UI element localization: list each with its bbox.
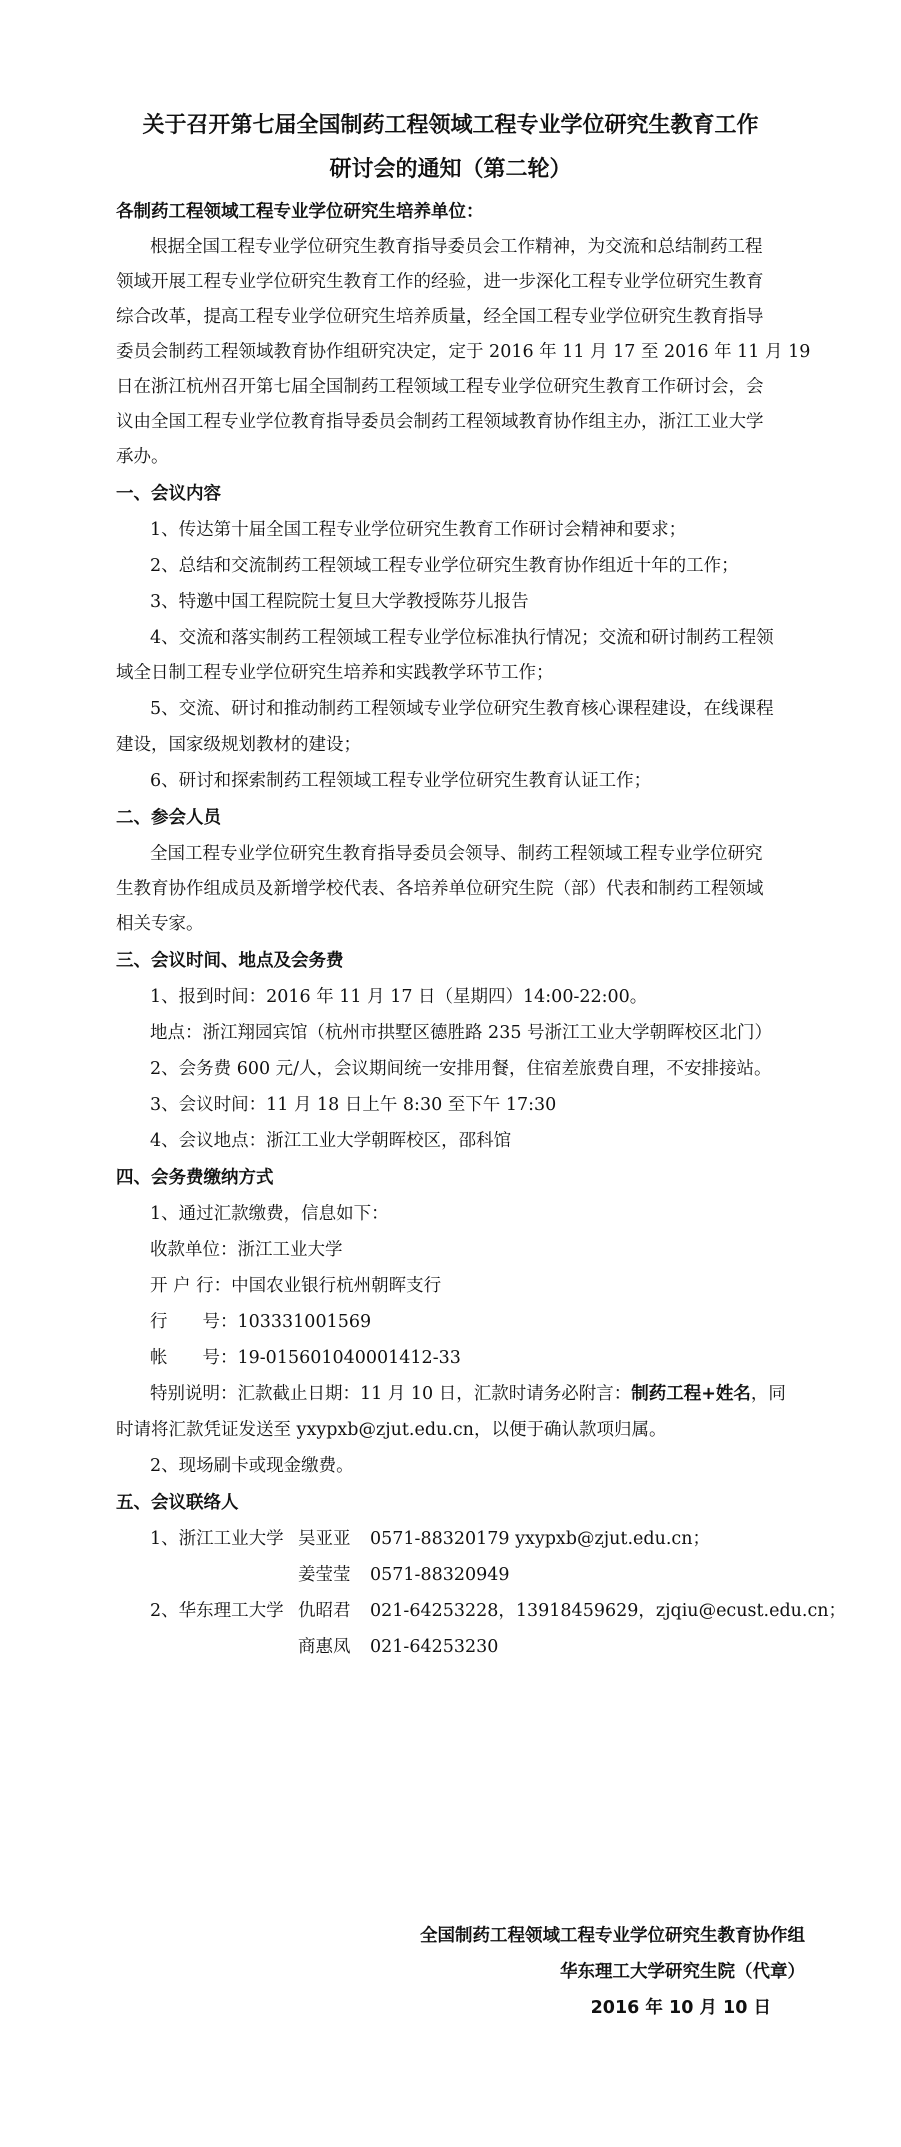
content-item: 2、总结和交流制药工程领域工程专业学位研究生教育协作组近十年的工作； (150, 556, 739, 576)
time-place-item: 地点：浙江翔园宾馆（杭州市拱墅区德胜路 235 号浙江工业大学朝晖校区北门） (150, 1023, 773, 1043)
intro-line: 根据全国工程专业学位研究生教育指导委员会工作精神，为交流和总结制药工程 (150, 237, 763, 257)
attendees-line: 生教育协作组成员及新增学校代表、各培养单位研究生院（部）代表和制药工程领域 (116, 879, 764, 899)
content-item: 6、研讨和探索制药工程领域工程专业学位研究生教育认证工作； (150, 771, 652, 791)
title-line-1: 关于召开第七届全国制药工程领域工程专业学位研究生教育工作 (142, 113, 759, 138)
attendees-line: 全国工程专业学位研究生教育指导委员会领导、制药工程领域工程专业学位研究 (150, 844, 763, 864)
contact-name: 商惠凤 (298, 1637, 351, 1657)
payment-note-line-2: 时请将汇款凭证发送至 yxypxb@zjut.edu.cn，以便于确认款项归属。 (116, 1420, 667, 1440)
contact-row (150, 1633, 806, 1658)
intro-line: 委员会制药工程领域教育协作组研究决定，定于 2016 年 11 月 17 至 2016 年 11 月 19 (116, 342, 811, 362)
intro-line: 议由全国工程专业学位教育指导委员会制药工程领域教育协作组主办，浙江工业大学 (116, 412, 764, 432)
contact-row (150, 1525, 806, 1550)
payment-item: 2、现场刷卡或现金缴费。 (150, 1456, 354, 1476)
time-place-item: 4、会议地点：浙江工业大学朝晖校区，邵科馆 (150, 1131, 512, 1151)
content-item: 1、传达第十届全国工程专业学位研究生教育工作研讨会精神和要求； (150, 520, 687, 540)
signature-org-2: 华东理工大学研究生院（代章） (560, 1962, 805, 1982)
payment-note (150, 1380, 806, 1405)
contact-name: 吴亚亚 (298, 1529, 351, 1549)
signature-org-1: 全国制药工程领域工程专业学位研究生教育协作组 (420, 1926, 805, 1946)
contact-info: 021-64253230 (370, 1637, 499, 1657)
intro-line: 领域开展工程专业学位研究生教育工作的经验，进一步深化工程专业学位研究生教育 (116, 272, 764, 292)
section-heading-time-place: 三、会议时间、地点及会务费 (116, 951, 344, 971)
payee: 收款单位：浙江工业大学 (150, 1240, 343, 1260)
intro-line: 综合改革，提高工程专业学位研究生培养质量，经全国工程专业学位研究生教育指导 (116, 307, 764, 327)
signature-date: 2016 年 10 月 10 日 (590, 1998, 771, 2018)
contact-org: 1、浙江工业大学 (150, 1529, 284, 1549)
contact-info: 0571-88320179 yxypxb@zjut.edu.cn； (370, 1529, 710, 1549)
content-item: 域全日制工程专业学位研究生培养和实践教学环节工作； (116, 663, 554, 683)
bank-code: 行 号：103331001569 (150, 1312, 372, 1332)
time-place-item: 3、会议时间：11 月 18 日上午 8:30 至下午 17:30 (150, 1095, 557, 1115)
account-number: 帐 号：19-015601040001412-33 (150, 1348, 461, 1368)
attendees-line: 相关专家。 (116, 914, 204, 934)
content-item: 4、交流和落实制药工程领域工程专业学位标准执行情况；交流和研讨制药工程领 (150, 628, 774, 648)
intro-line: 日在浙江杭州召开第七届全国制药工程领域工程专业学位研究生教育工作研讨会，会 (116, 377, 764, 397)
time-place-item: 1、报到时间：2016 年 11 月 17 日（星期四）14:00-22:00。 (150, 987, 648, 1007)
payment-note-tail: ，同 (750, 1384, 786, 1404)
salutation: 各制药工程领域工程专业学位研究生培养单位： (116, 202, 484, 222)
section-heading-attendees: 二、参会人员 (116, 808, 221, 828)
section-heading-contacts: 五、会议联络人 (116, 1493, 239, 1513)
contact-info: 0571-88320949 (370, 1565, 510, 1585)
payment-item: 1、通过汇款缴费，信息如下： (150, 1204, 389, 1224)
contact-name: 姜莹莹 (298, 1565, 351, 1585)
title-line-2: 研讨会的通知（第二轮） (329, 157, 572, 182)
section-heading-content: 一、会议内容 (116, 484, 221, 504)
intro-line: 承办。 (116, 447, 169, 467)
time-place-item: 2、会务费 600 元/人，会议期间统一安排用餐，住宿差旅费自理，不安排接站。 (150, 1059, 772, 1079)
contact-row (150, 1597, 847, 1622)
content-item: 5、交流、研讨和推动制药工程领域专业学位研究生教育核心课程建设，在线课程 (150, 699, 774, 719)
payment-note-text: 特别说明：汇款截止日期：11 月 10 日，汇款时请务必附言： (150, 1384, 632, 1404)
contact-name: 仇昭君 (298, 1601, 351, 1621)
contact-org: 2、华东理工大学 (150, 1601, 284, 1621)
content-item: 3、特邀中国工程院院士复旦大学教授陈芬儿报告 (150, 592, 529, 612)
contact-info: 021-64253228，13918459629，zjqiu@ecust.edu.cn； (370, 1601, 847, 1621)
contact-row (150, 1561, 806, 1586)
content-item: 建设，国家级规划教材的建设； (116, 735, 361, 755)
payment-note-remark: 制药工程+姓名 (631, 1384, 751, 1404)
bank: 开 户 行：中国农业银行杭州朝晖支行 (150, 1276, 442, 1296)
section-heading-payment: 四、会务费缴纳方式 (116, 1168, 274, 1188)
